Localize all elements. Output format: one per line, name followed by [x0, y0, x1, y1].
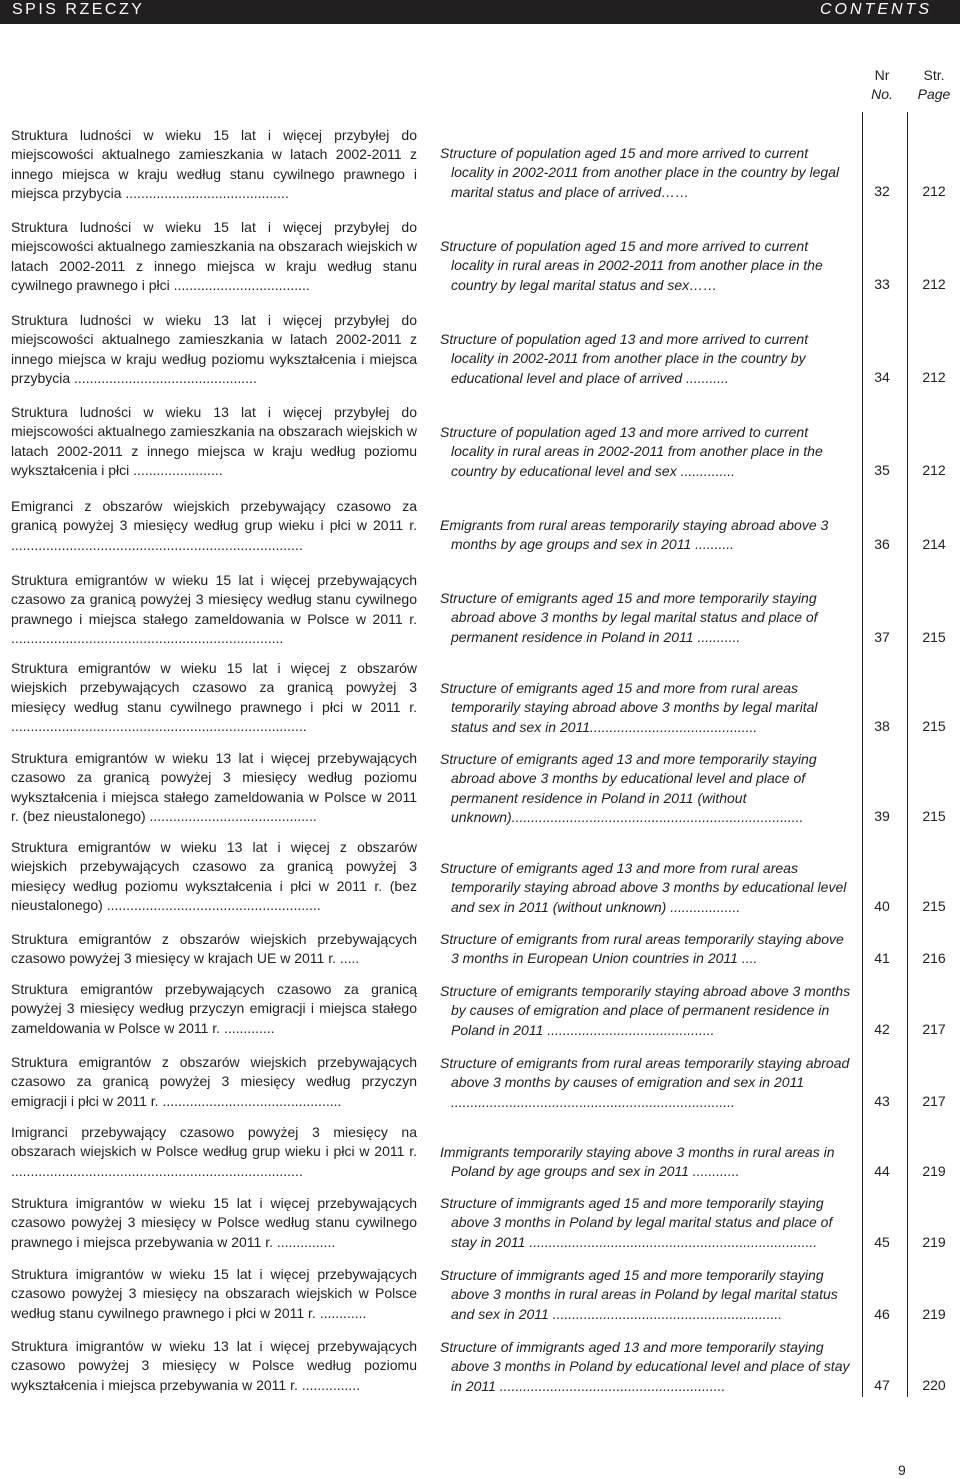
toc-entry-number: 42 [874, 1021, 890, 1037]
toc-entry-title-pl: Struktura ludności w wieku 13 lat i więcej przybyłej do miejscowości aktualnego zamieszkania na obszarach wiejskich w latach 2002-2011 z innego miejsca w kraju według poziomu wykształcenia i płci ....................... [11, 404, 417, 479]
toc-entry-title-pl: Imigranci przebywający czasowo powyżej 3 miesięcy na obszarach wiejskich w Polsce według grup wieku i płci w 2011 r. ........................................................................... [11, 1124, 417, 1179]
toc-entry-title-pl: Struktura emigrantów z obszarów wiejskich przebywających czasowo powyżej 3 miesięcy w krajach UE w 2011 r. ..... [11, 931, 417, 967]
column-head-page-pl: Str. [923, 67, 945, 83]
toc-entry-title-en: Structure of immigrants aged 13 and more temporarily staying above 3 months in Poland by educational level and place of stay in 2011 .......................................................... [440, 1339, 850, 1394]
toc-entry-number: 47 [874, 1377, 890, 1393]
column-head-page-en: Page [917, 86, 951, 102]
page-number: 9 [898, 1462, 906, 1478]
toc-entry-title-en: Structure of population aged 13 and more arrived to current locality in rural areas in 2002-2011 from another place in the country by educational level and sex .............. [440, 424, 823, 479]
toc-entry-title-en: Structure of emigrants aged 13 and more temporarily staying abroad above 3 months by educational level and place of permanent residence in Poland in 2011 (without unknown)........................................................................... [440, 751, 817, 826]
toc-entry-title-en: Structure of population aged 15 and more arrived to current locality in rural areas in 2002-2011 from another place in the country by legal marital status and sex…… [440, 238, 823, 293]
toc-entry-title-pl: Struktura emigrantów przebywających czasowo za granicą powyżej 3 miesięcy według przyczyn emigracji i miejsca stałego zameldowania w Polsce w 2011 r. ............. [11, 981, 417, 1036]
toc-entry-title-en: Structure of emigrants from rural areas temporarily staying abroad above 3 months by causes of emigration and sex in 2011 ......................................................................... [440, 1055, 850, 1110]
toc-entry-title-en: Structure of population aged 13 and more arrived to current locality in 2002-2011 from another place in the country by educational level and place of arrived ........... [440, 331, 809, 386]
toc-entry-title-en: Structure of immigrants aged 15 and more temporarily staying above 3 months in Poland by legal marital status and place of stay in 2011 .......................................................................... [440, 1195, 833, 1250]
toc-entry-title-pl: Struktura imigrantów w wieku 15 lat i więcej przebywających czasowo powyżej 3 miesięcy w Polsce według stanu cywilnego prawnego i miejsca przebywania w 2011 r. ............... [11, 1195, 417, 1250]
toc-entry-title-pl: Struktura emigrantów w wieku 15 lat i więcej z obszarów wiejskich przebywających czasowo za granicą powyżej 3 miesięcy według stanu cywilnego prawnego i płci w 2011 r. ............................................................................ [11, 660, 417, 735]
toc-entry-title-pl: Struktura emigrantów w wieku 15 lat i więcej przebywających czasowo za granicą powyżej 3 miesięcy według stanu cywilnego prawnego i miejsca stałego zameldowania w Polsce w 2011 r. ...................................................................... [11, 572, 417, 647]
toc-entry-number: 38 [874, 718, 890, 734]
toc-entry-title-en: Structure of emigrants aged 15 and more temporarily staying abroad above 3 months by legal marital status and place of permanent residence in Poland in 2011 ........... [440, 590, 818, 645]
toc-entry-title-en: Structure of emigrants temporarily staying abroad above 3 months by causes of emigration and place of permanent residence in Poland in 2011 ........................................... [440, 983, 851, 1038]
toc-entry-page: 219 [922, 1163, 946, 1179]
toc-entry-page: 219 [922, 1234, 946, 1250]
toc-entry-title-pl: Struktura ludności w wieku 15 lat i więcej przybyłej do miejscowości aktualnego zamieszkania w latach 2002-2011 z innego miejsca w kraju według stanu cywilnego prawnego i miejsca przybycia .......................................... [11, 127, 417, 202]
toc-entry-page: 219 [922, 1306, 946, 1322]
header-title-en: CONTENTS [820, 1, 932, 18]
toc-entry-page: 212 [922, 369, 946, 385]
toc-entry-number: 37 [874, 629, 890, 645]
toc-entry-number: 36 [874, 536, 890, 552]
toc-entry-title-pl: Struktura emigrantów w wieku 13 lat i więcej z obszarów wiejskich przebywających czasowo za granicą powyżej 3 miesięcy według poziomu wykształcenia i płci w 2011 r. (bez nieustalonego) ....................................................... [11, 839, 417, 914]
toc-entry-title-pl: Struktura ludności w wieku 15 lat i więcej przybyłej do miejscowości aktualnego zamieszkania na obszarach wiejskich w latach 2002-2011 z innego miejsca w kraju według stanu cywilnego prawnego i płci ................................... [11, 219, 417, 294]
toc-entry-title-en: Emigrants from rural areas temporarily staying abroad above 3 months by age groups and sex in 2011 .......... [440, 517, 829, 553]
toc-entry-page: 215 [922, 718, 946, 734]
column-head-number-pl: Nr [874, 67, 890, 83]
toc-entry-page: 212 [922, 183, 946, 199]
toc-entry-title-pl: Emigranci z obszarów wiejskich przebywający czasowo za granicą powyżej 3 miesięcy według grup wieku i płci w 2011 r. ........................................................................... [11, 498, 417, 553]
header-title-pl: SPIS RZECZY [12, 1, 145, 18]
toc-entry-page: 217 [922, 1093, 946, 1109]
toc-entry-page: 215 [922, 808, 946, 824]
header-bar [0, 0, 960, 24]
toc-entry-title-pl: Struktura imigrantów w wieku 13 lat i więcej przebywających czasowo powyżej 3 miesięcy w Polsce według poziomu wykształcenia i miejsca przebywania w 2011 r. ............... [11, 1338, 417, 1393]
toc-entry-page: 215 [922, 629, 946, 645]
column-head-number [862, 66, 902, 104]
toc-entry-title-en: Structure of emigrants aged 15 and more from rural areas temporarily staying abroad above 3 months by legal marital status and sex in 2011........................................... [440, 680, 818, 735]
column-head-page [912, 66, 956, 104]
toc-entry-page: 214 [922, 536, 946, 552]
toc-entry-title-en: Structure of emigrants aged 13 and more from rural areas temporarily staying abroad above 3 months by educational level and sex in 2011 (without unknown) .................. [440, 860, 847, 915]
toc-entry-page: 216 [922, 950, 946, 966]
toc-entry-page: 215 [922, 898, 946, 914]
toc-entry-number: 46 [874, 1306, 890, 1322]
toc-entry-number: 41 [874, 950, 890, 966]
toc-entry-title-en: Structure of emigrants from rural areas temporarily staying above 3 months in European Union countries in 2011 .... [440, 931, 844, 967]
toc-entry-number: 44 [874, 1163, 890, 1179]
toc-entry-number: 40 [874, 898, 890, 914]
toc-entry-number: 35 [874, 462, 890, 478]
toc-entry-title-pl: Struktura ludności w wieku 13 lat i więcej przybyłej do miejscowości aktualnego zamieszkania w latach 2002-2011 z innego miejsca w kraju według poziomu wykształcenia i miejsca przybycia ............................................... [11, 312, 417, 387]
column-head-number-en: No. [871, 86, 893, 102]
column-divider [907, 112, 908, 1397]
column-divider [862, 112, 863, 1397]
toc-entry-number: 39 [874, 808, 890, 824]
toc-entry-title-en: Immigrants temporarily staying above 3 months in rural areas in Poland by age groups and sex in 2011 ............ [440, 1144, 835, 1180]
toc-entry-title-pl: Struktura imigrantów w wieku 15 lat i więcej przebywających czasowo powyżej 3 miesięcy na obszarach wiejskich w Polsce według stanu cywilnego prawnego i płci w 2011 r. ............ [11, 1266, 417, 1321]
toc-entry-title-en: Structure of population aged 15 and more arrived to current locality in 2002-2011 from another place in the country by legal marital status and place of arrived…… [440, 145, 840, 200]
toc-entry-number: 32 [874, 183, 890, 199]
toc-entry-page: 217 [922, 1021, 946, 1037]
toc-entry-number: 43 [874, 1093, 890, 1109]
toc-entry-page: 220 [922, 1377, 946, 1393]
toc-entry-page: 212 [922, 462, 946, 478]
toc-entry-title-pl: Struktura emigrantów w wieku 13 lat i więcej przebywających czasowo za granicą powyżej 3 miesięcy według poziomu wykształcenia i miejsca stałego zameldowania w Polsce w 2011 r. (bez nieustalonego) ........................................... [11, 750, 417, 825]
toc-entry-title-pl: Struktura emigrantów z obszarów wiejskich przebywających czasowo za granicą powyżej 3 miesięcy według przyczyn emigracji i płci w 2011 r. .............................................. [11, 1054, 417, 1109]
toc-entry-page: 212 [922, 276, 946, 292]
toc-entry-number: 33 [874, 276, 890, 292]
toc-entry-title-en: Structure of immigrants aged 15 and more temporarily staying above 3 months in rural areas in Poland by legal marital status and sex in 2011 ........................................................... [440, 1267, 838, 1322]
toc-entry-number: 34 [874, 369, 890, 385]
toc-entry-number: 45 [874, 1234, 890, 1250]
